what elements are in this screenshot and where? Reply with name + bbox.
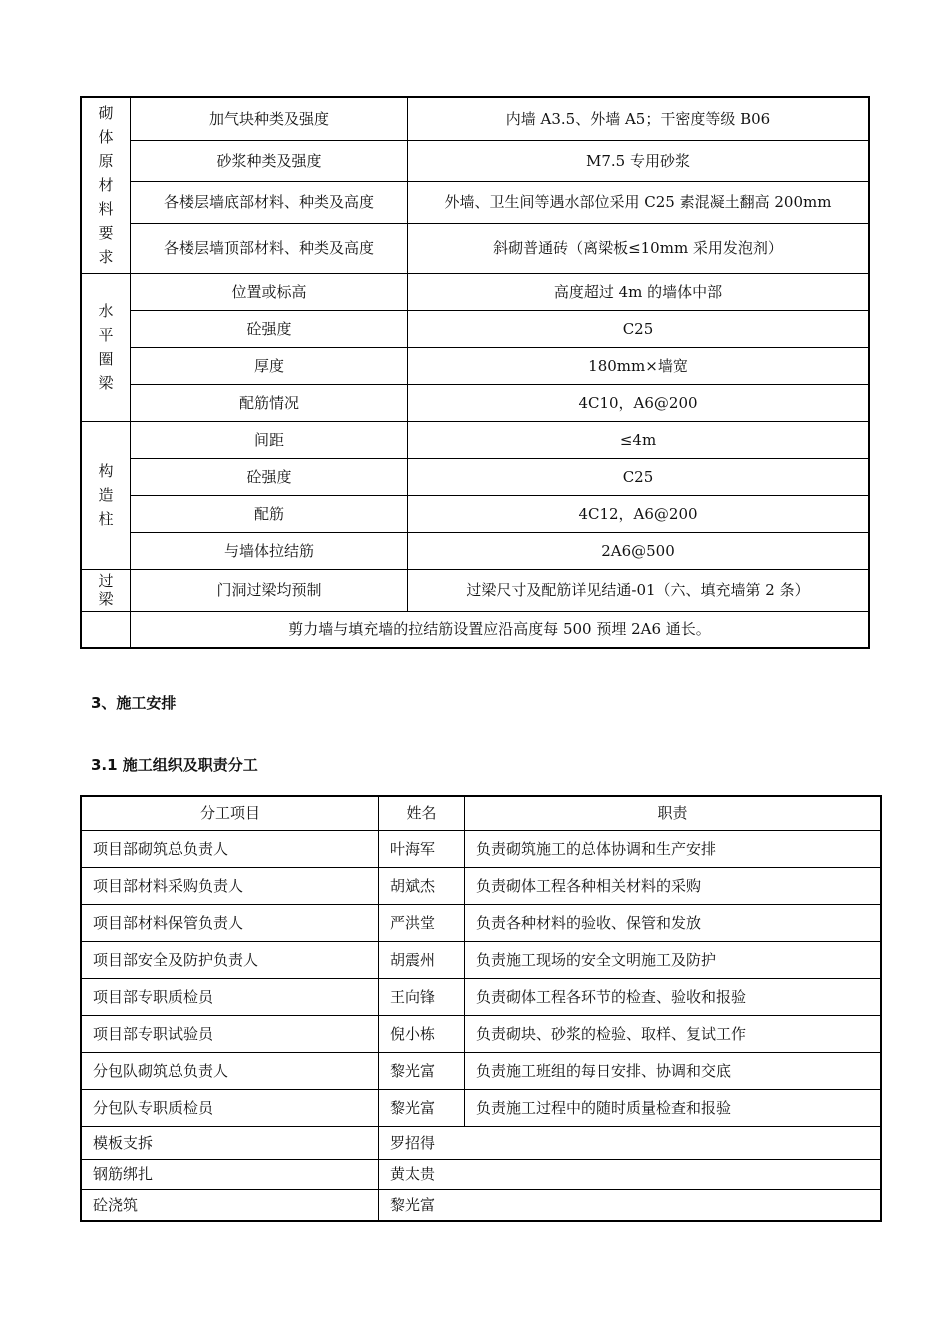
- table-row: [81, 384, 869, 421]
- name-cell: 严洪堂: [379, 904, 465, 941]
- duty-cell: 负责砌体工程各种相关材料的采购: [465, 867, 882, 904]
- spec-value: 180mm×墙宽: [408, 347, 870, 384]
- table-row: [81, 904, 881, 941]
- name-cell: 黎光富: [379, 1189, 882, 1221]
- table-header-row: [81, 796, 881, 830]
- table-row: [81, 458, 869, 495]
- group-label-ring-beam: 水平圈梁: [81, 273, 131, 421]
- table-row: [81, 223, 869, 273]
- name-cell: 王向锋: [379, 978, 465, 1015]
- group-label-masonry: 砌体原材料要求: [81, 97, 131, 273]
- group-label-column: 构造柱: [81, 421, 131, 569]
- spec-value: C25: [408, 310, 870, 347]
- empty-cell: [81, 611, 131, 648]
- table-row: [81, 978, 881, 1015]
- name-cell: 胡斌杰: [379, 867, 465, 904]
- column-header: 分工项目: [81, 796, 379, 830]
- duty-cell: 负责各种材料的验收、保管和发放: [465, 904, 882, 941]
- table-row: [81, 532, 869, 569]
- role-cell: 项目部材料保管负责人: [81, 904, 379, 941]
- duty-cell: 负责施工现场的安全文明施工及防护: [465, 941, 882, 978]
- role-cell: 钢筋绑扎: [81, 1159, 379, 1189]
- group-label-lintel: 过梁: [81, 569, 131, 611]
- name-cell: 罗招得: [379, 1126, 882, 1159]
- name-cell: 胡震州: [379, 941, 465, 978]
- spec-value: 2A6@500: [408, 532, 870, 569]
- spec-item: 砼强度: [131, 310, 408, 347]
- table-row: [81, 867, 881, 904]
- staff-responsibility-table: [80, 795, 882, 1222]
- role-cell: 项目部砌筑总负责人: [81, 830, 379, 867]
- table-row: [81, 495, 869, 532]
- section-heading: 3、施工安排: [91, 694, 177, 712]
- table-row: [81, 97, 869, 140]
- spec-value: 斜砌普通砖（离梁板≤10mm 采用发泡剂）: [408, 223, 870, 273]
- spec-value: C25: [408, 458, 870, 495]
- spec-item: 位置或标高: [131, 273, 408, 310]
- duty-cell: 负责施工班组的每日安排、协调和交底: [465, 1052, 882, 1089]
- role-cell: 砼浇筑: [81, 1189, 379, 1221]
- role-cell: 分包队砌筑总负责人: [81, 1052, 379, 1089]
- table-row: [81, 1126, 881, 1159]
- spec-value: 高度超过 4m 的墙体中部: [408, 273, 870, 310]
- spec-item: 厚度: [131, 347, 408, 384]
- spec-item: 砼强度: [131, 458, 408, 495]
- name-cell: 倪小栋: [379, 1015, 465, 1052]
- role-cell: 分包队专职质检员: [81, 1089, 379, 1126]
- spec-value: ≤4m: [408, 421, 870, 458]
- table-note: 剪力墙与填充墙的拉结筋设置应沿高度每 500 预埋 2A6 通长。: [131, 611, 870, 648]
- table-row: [81, 347, 869, 384]
- table-row: [81, 569, 869, 611]
- column-header: 职责: [465, 796, 882, 830]
- name-cell: 黎光富: [379, 1052, 465, 1089]
- material-spec-table: [80, 96, 870, 649]
- table-row: [81, 421, 869, 458]
- name-cell: 黄太贵: [379, 1159, 882, 1189]
- spec-value: 过梁尺寸及配筋详见结通-01（六、填充墙第 2 条）: [408, 569, 870, 611]
- table-row: [81, 140, 869, 181]
- spec-item: 与墙体拉结筋: [131, 532, 408, 569]
- spec-value: 内墙 A3.5、外墙 A5；干密度等级 B06: [408, 97, 870, 140]
- role-cell: 项目部专职试验员: [81, 1015, 379, 1052]
- spec-item: 配筋: [131, 495, 408, 532]
- duty-cell: 负责砌筑施工的总体协调和生产安排: [465, 830, 882, 867]
- table-row: [81, 181, 869, 223]
- role-cell: 项目部专职质检员: [81, 978, 379, 1015]
- table-row: [81, 1189, 881, 1221]
- table-row: [81, 1015, 881, 1052]
- table-row: [81, 1052, 881, 1089]
- spec-item: 砂浆种类及强度: [131, 140, 408, 181]
- table-row: [81, 941, 881, 978]
- table-row: [81, 310, 869, 347]
- duty-cell: 负责施工过程中的随时质量检查和报验: [465, 1089, 882, 1126]
- subsection-heading: 3.1 施工组织及职责分工: [91, 756, 258, 774]
- duty-cell: 负责砌块、砂浆的检验、取样、复试工作: [465, 1015, 882, 1052]
- table-row: [81, 273, 869, 310]
- spec-item: 配筋情况: [131, 384, 408, 421]
- spec-value: 外墙、卫生间等遇水部位采用 C25 素混凝土翻高 200mm: [408, 181, 870, 223]
- table-row: [81, 1089, 881, 1126]
- column-header: 姓名: [379, 796, 465, 830]
- spec-value: M7.5 专用砂浆: [408, 140, 870, 181]
- spec-value: 4C10，A6@200: [408, 384, 870, 421]
- role-cell: 模板支拆: [81, 1126, 379, 1159]
- role-cell: 项目部安全及防护负责人: [81, 941, 379, 978]
- spec-item: 门洞过梁均预制: [131, 569, 408, 611]
- spec-item: 各楼层墙顶部材料、种类及高度: [131, 223, 408, 273]
- table-row: [81, 830, 881, 867]
- table-row: [81, 1159, 881, 1189]
- name-cell: 叶海军: [379, 830, 465, 867]
- name-cell: 黎光富: [379, 1089, 465, 1126]
- spec-value: 4C12，A6@200: [408, 495, 870, 532]
- duty-cell: 负责砌体工程各环节的检查、验收和报验: [465, 978, 882, 1015]
- spec-item: 间距: [131, 421, 408, 458]
- spec-item: 加气块种类及强度: [131, 97, 408, 140]
- spec-item: 各楼层墙底部材料、种类及高度: [131, 181, 408, 223]
- table-row: [81, 611, 869, 648]
- role-cell: 项目部材料采购负责人: [81, 867, 379, 904]
